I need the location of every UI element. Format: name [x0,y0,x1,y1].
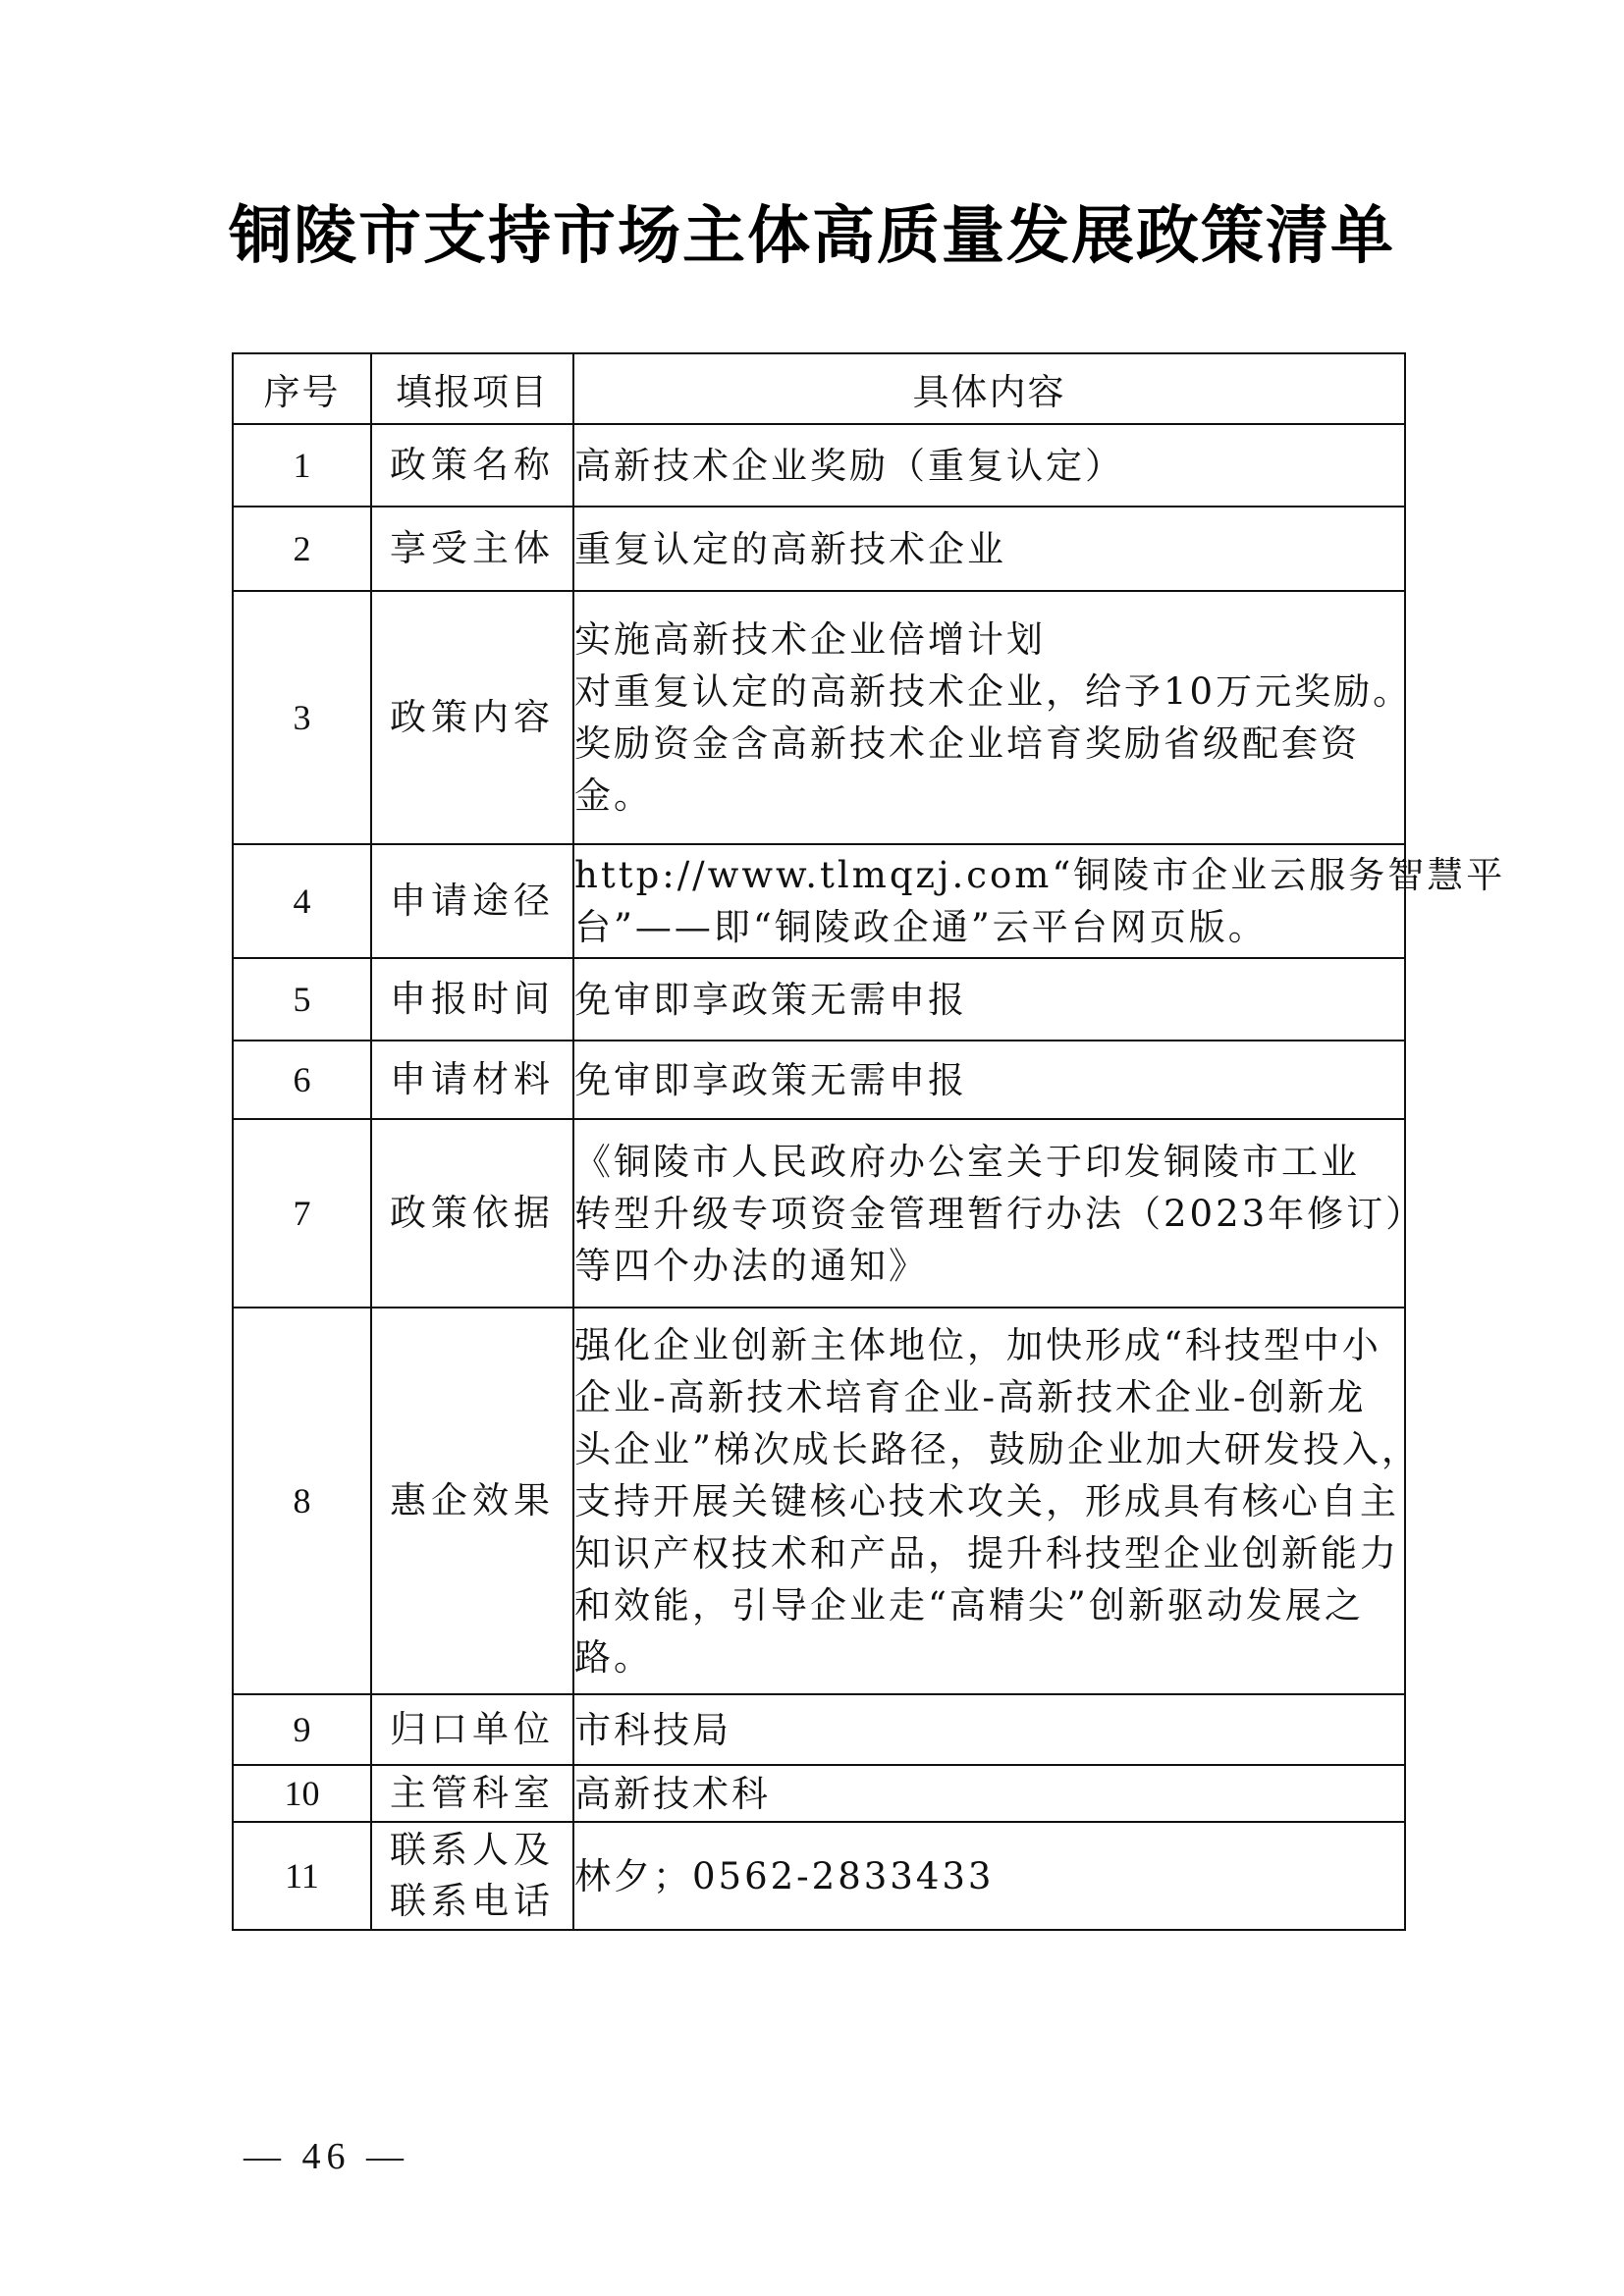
row-index: 2 [233,507,371,591]
content-line: 头企业”梯次成长路径，鼓励企业加大研发投入， [574,1427,1421,1470]
content-line: 重复认定的高新技术企业 [574,527,1006,570]
content-line: 路。 [574,1635,653,1679]
page-number: — 46 — [244,2136,409,2177]
row-index: 11 [233,1822,371,1930]
table-row [233,1119,1405,1308]
content-line: 高新技术科 [574,1772,771,1815]
content-line: 林夕；0562-2833433 [574,1854,995,1897]
content-line: 台”——即“铜陵政企通”云平台网页版。 [574,906,1268,948]
row-item: 归口单位 [371,1694,573,1765]
document-title: 铜陵市支持市场主体高质量发展政策清单 [229,199,1395,273]
row-index: 5 [233,958,371,1041]
content-line: 转型升级专项资金管理暂行办法（2023年修订） [574,1192,1426,1235]
row-content [573,1694,1405,1765]
content-line: http://www.tlmqzj.com“铜陵市企业云服务智慧平 [574,854,1506,896]
content-line: 免审即享政策无需申报 [574,978,967,1021]
row-content [573,1041,1405,1119]
content-line: 等四个办法的通知》 [574,1244,928,1287]
content-line: 企业-高新技术培育企业-高新技术企业-创新龙 [574,1375,1367,1418]
content-line: 市科技局 [574,1708,731,1751]
header-item: 填报项目 [371,353,573,424]
row-content [573,1119,1426,1308]
row-item: 政策内容 [371,591,573,844]
row-item [371,1822,573,1930]
table-header-row [233,353,1405,424]
table-row [233,1694,1405,1765]
policy-table [232,352,1506,1931]
row-content [573,507,1405,591]
row-content [573,1308,1421,1694]
row-index: 7 [233,1119,371,1308]
row-index: 4 [233,844,371,958]
table-row [233,424,1405,507]
content-line: 对重复认定的高新技术企业，给予10万元奖励。 [574,670,1413,713]
table-row [233,1765,1405,1822]
row-content [573,844,1506,958]
row-item: 政策名称 [371,424,573,507]
content-line: 支持开展关键核心技术攻关，形成具有核心自主 [574,1479,1399,1522]
row-index: 9 [233,1694,371,1765]
content-line: 和效能，引导企业走“高精尖”创新驱动发展之 [574,1583,1364,1627]
table-row [233,958,1405,1041]
row-content [573,591,1413,844]
table-row [233,1041,1405,1119]
row-item: 申请途径 [371,844,573,958]
row-index: 8 [233,1308,371,1694]
table-row [233,1308,1405,1694]
row-item: 申请材料 [371,1041,573,1119]
row-index: 1 [233,424,371,507]
table-row [233,507,1405,591]
row-item: 申报时间 [371,958,573,1041]
content-line: 奖励资金含高新技术企业培育奖励省级配套资 [574,722,1360,765]
content-line: 高新技术企业奖励（重复认定） [574,444,1124,487]
content-line: 知识产权技术和产品，提升科技型企业创新能力 [574,1531,1399,1575]
row-item: 主管科室 [371,1765,573,1822]
row-item: 惠企效果 [371,1308,573,1694]
row-content [573,424,1405,507]
row-item-line: 联系电话 [390,1880,555,1922]
row-index: 6 [233,1041,371,1119]
row-item-line: 联系人及 [390,1829,555,1871]
row-content [573,958,1405,1041]
content-line: 金。 [574,774,653,817]
header-content: 具体内容 [573,353,1405,424]
table-row [233,844,1405,958]
content-line: 强化企业创新主体地位，加快形成“科技型中小 [574,1323,1381,1366]
content-line: 实施高新技术企业倍增计划 [574,618,1046,661]
row-content [573,1765,1405,1822]
row-index: 10 [233,1765,371,1822]
row-index: 3 [233,591,371,844]
content-line: 《铜陵市人民政府办公室关于印发铜陵市工业 [574,1140,1360,1183]
row-content [573,1822,1405,1930]
row-item: 政策依据 [371,1119,573,1308]
table-body [233,424,1506,1930]
row-item: 享受主体 [371,507,573,591]
table-row [233,1822,1405,1930]
table-row [233,591,1405,844]
header-index: 序号 [233,353,371,424]
content-line: 免审即享政策无需申报 [574,1058,967,1101]
